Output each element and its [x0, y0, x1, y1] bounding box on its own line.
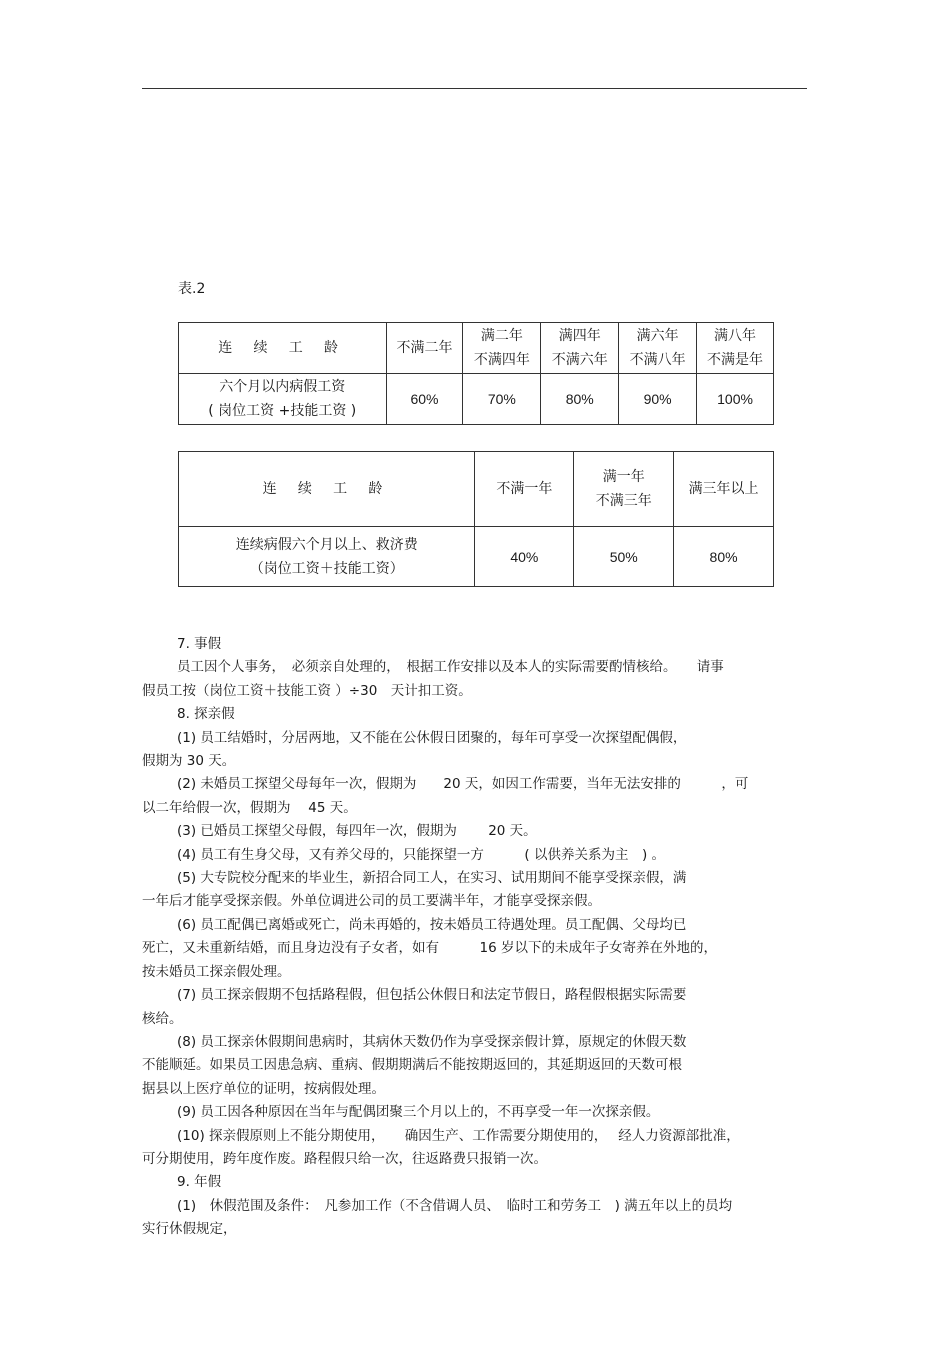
paragraph-first-line: (1) 休假范围及条件： 凡参加工作（不含借调人员、 临时工和劳务工 ) 满五年以上的员均 — [177, 1197, 733, 1214]
table-cell: 40% — [475, 527, 574, 587]
paragraph-line: 据县以上医疗单位的证明，按病假处理。 — [142, 1080, 385, 1097]
paragraph-line: 实行休假规定， — [142, 1221, 237, 1238]
paragraph-first-line: 8. 探亲假 — [177, 706, 235, 723]
table-row — [179, 527, 774, 587]
paragraph-line: 假员工按（岗位工资＋技能工资 ）÷30 天计扣工资。 — [142, 682, 472, 699]
leave-policy-text — [142, 633, 807, 1242]
column-header: 满六年 不满八年 — [619, 323, 697, 374]
table-cell: 60% — [386, 374, 463, 425]
paragraph-first-line: 员工因个人事务， 必须亲自处理的， 根据工作安排以及本人的实际需要酌情核给。 请事 — [177, 659, 724, 676]
column-header: 满一年 不满三年 — [574, 452, 674, 527]
table-cell: 80% — [541, 374, 619, 425]
paragraph-line: 不能顺延。如果员工因患急病、重病、假期期满后不能按期返回的，其延期返回的天数可根 — [142, 1057, 682, 1074]
sick-pay-table — [178, 322, 774, 425]
paragraph-line: 核给。 — [142, 1010, 183, 1027]
table-caption: 表.2 — [178, 281, 206, 297]
table-cell: 100% — [697, 374, 774, 425]
paragraph-first-line: (1) 员工结婚时，分居两地，又不能在公休假日团聚的，每年可享受一次探望配偶假， — [177, 729, 687, 746]
paragraph-line: 一年后才能享受探亲假。外单位调进公司的员工要满半年，才能享受探亲假。 — [142, 893, 601, 910]
table-cell: 70% — [463, 374, 541, 425]
seniority-header: 连 续 工 龄 — [179, 452, 475, 527]
paragraph-first-line: (10) 探亲假原则上不能分期使用， 确因生产、工作需要分期使用的， 经人力资源部批准， — [177, 1127, 740, 1144]
paragraph-first-line: (6) 员工配偶已离婚或死亡，尚未再婚的，按未婚员工待遇处理。员工配偶、父母均已 — [177, 916, 687, 933]
paragraph-first-line: 9. 年假 — [177, 1174, 222, 1191]
table-cell: 50% — [574, 527, 674, 587]
paragraph-line: 按未婚员工探亲假处理。 — [142, 963, 291, 980]
column-header: 满二年 不满四年 — [463, 323, 541, 374]
paragraph-first-line: (3) 已婚员工探望父母假，每四年一次，假期为 20 天。 — [177, 823, 537, 840]
header-rule — [142, 88, 807, 89]
paragraph-line: 假期为 30 天。 — [142, 753, 236, 770]
row-label: 连续病假六个月以上、救济费 （岗位工资＋技能工资） — [179, 527, 475, 587]
column-header: 满八年 不满是年 — [697, 323, 774, 374]
table-cell: 90% — [619, 374, 697, 425]
column-header: 满三年以上 — [674, 452, 774, 527]
row-label: 六个月以内病假工资 ( 岗位工资 +技能工资 ) — [179, 374, 387, 425]
paragraph-line: 可分期使用，跨年度作废。路程假只给一次，往返路费只报销一次。 — [142, 1150, 547, 1167]
paragraph-first-line: (9) 员工因各种原因在当年与配偶团聚三个月以上的，不再享受一年一次探亲假。 — [177, 1104, 660, 1121]
relief-pay-table — [178, 451, 774, 587]
table-row — [179, 374, 774, 425]
table-header-row — [179, 323, 774, 374]
seniority-header: 连 续 工 龄 — [179, 323, 387, 374]
column-header: 不满二年 — [386, 323, 463, 374]
column-header: 不满一年 — [475, 452, 574, 527]
paragraph-first-line: (8) 员工探亲休假期间患病时，其病休天数仍作为享受探亲假计算，原规定的休假天数 — [177, 1033, 687, 1050]
paragraph-line: 死亡，又未重新结婚，而且身边没有子女者，如有 16 岁以下的未成年子女寄养在外地的， — [142, 940, 717, 957]
table-cell: 80% — [674, 527, 774, 587]
paragraph-first-line: 7. 事假 — [177, 636, 222, 652]
paragraph-first-line: (2) 未婚员工探望父母每年一次，假期为 20 天，如因工作需要，当年无法安排的 ，可 — [177, 776, 749, 793]
paragraph-first-line: (4) 员工有生身父母，又有养父母的，只能探望一方 ( 以供养关系为主 ) 。 — [177, 846, 666, 863]
paragraph-line: 以二年给假一次，假期为 45 天。 — [142, 799, 357, 816]
column-header: 满四年 不满六年 — [541, 323, 619, 374]
table-header-row — [179, 452, 774, 527]
paragraph-first-line: (7) 员工探亲假期不包括路程假，但包括公休假日和法定节假日，路程假根据实际需要 — [177, 987, 687, 1004]
paragraph-first-line: (5) 大专院校分配来的毕业生，新招合同工人，在实习、试用期间不能享受探亲假，满 — [177, 870, 687, 887]
